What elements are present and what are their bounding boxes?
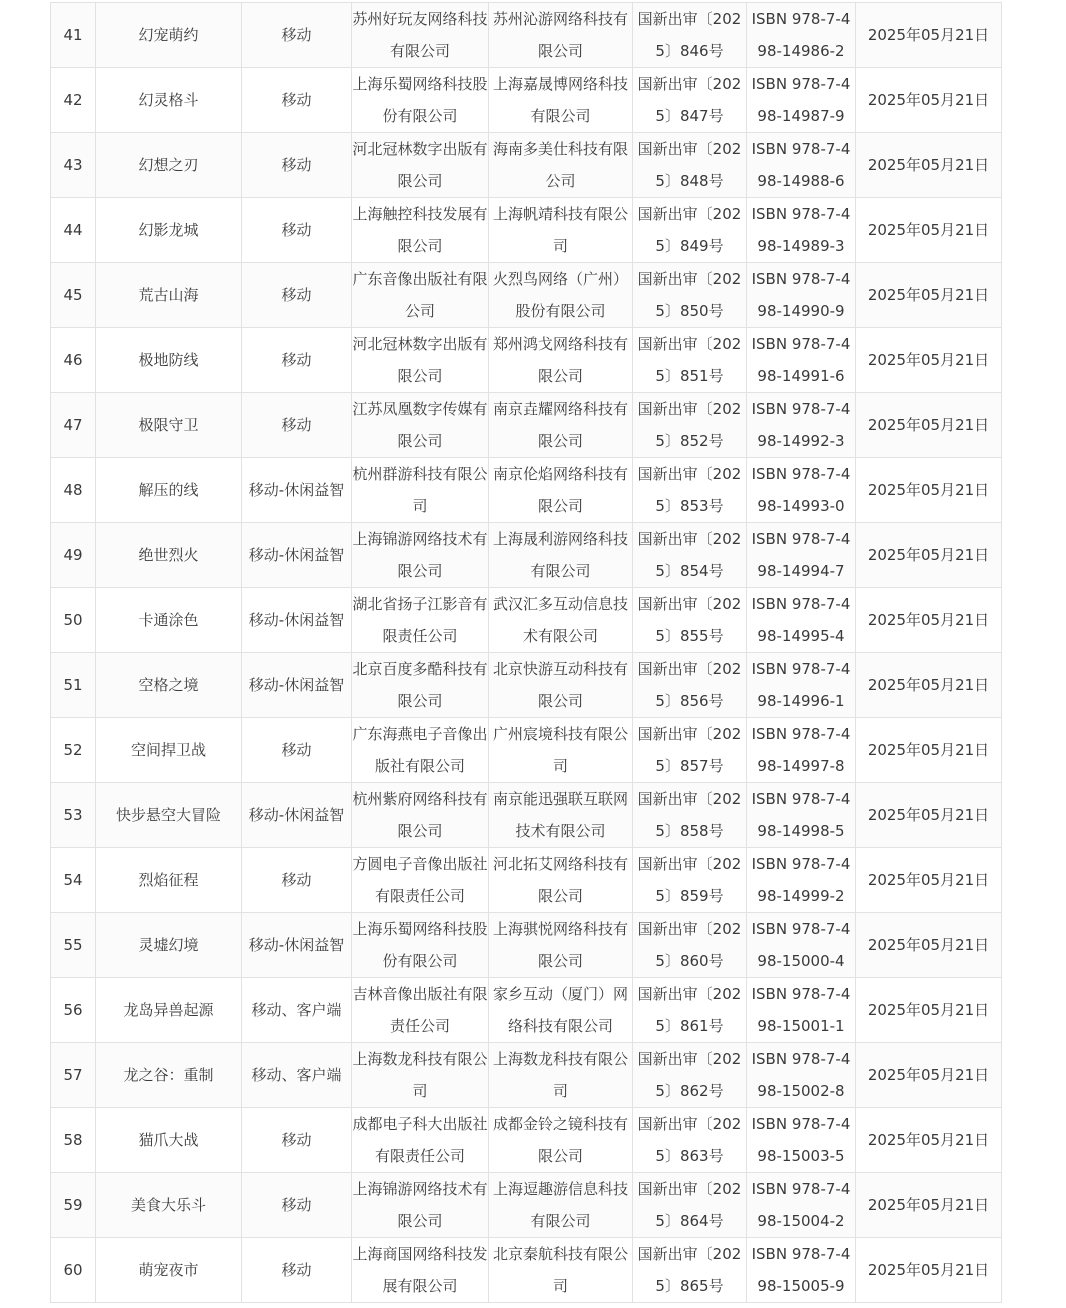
- category-cell: 移动: [242, 848, 352, 913]
- publisher-cell: 上海乐蜀网络科技股份有限公司: [352, 68, 489, 133]
- isbn-cell: ISBN 978-7-498-14999-2: [747, 848, 856, 913]
- row-number-cell: 53: [51, 783, 96, 848]
- category-cell: 移动: [242, 3, 352, 68]
- operator-cell: 北京秦航科技有限公司: [489, 1238, 633, 1303]
- approval-date-cell: 2025年05月21日: [856, 913, 1002, 978]
- category-cell: 移动、客户端: [242, 978, 352, 1043]
- operator-cell: 上海逗趣游信息科技有限公司: [489, 1173, 633, 1238]
- category-cell: 移动: [242, 1173, 352, 1238]
- approval-date-cell: 2025年05月21日: [856, 458, 1002, 523]
- approval-date-cell: 2025年05月21日: [856, 328, 1002, 393]
- table-row: [51, 263, 1002, 328]
- publisher-cell: 方圆电子音像出版社有限责任公司: [352, 848, 489, 913]
- publisher-cell: 上海触控科技发展有限公司: [352, 198, 489, 263]
- game-name-cell: 烈焰征程: [96, 848, 242, 913]
- approval-number-cell: 国新出审〔2025〕861号: [633, 978, 747, 1043]
- game-name-cell: 龙之谷：重制: [96, 1043, 242, 1108]
- game-name-cell: 空格之境: [96, 653, 242, 718]
- approval-date-cell: 2025年05月21日: [856, 263, 1002, 328]
- table-row: [51, 848, 1002, 913]
- operator-cell: 上海骐悦网络科技有限公司: [489, 913, 633, 978]
- row-number-cell: 47: [51, 393, 96, 458]
- isbn-cell: ISBN 978-7-498-14998-5: [747, 783, 856, 848]
- approval-date-cell: 2025年05月21日: [856, 1238, 1002, 1303]
- operator-cell: 成都金铃之镜科技有限公司: [489, 1108, 633, 1173]
- approval-number-cell: 国新出审〔2025〕853号: [633, 458, 747, 523]
- approval-number-cell: 国新出审〔2025〕855号: [633, 588, 747, 653]
- approval-date-cell: 2025年05月21日: [856, 133, 1002, 198]
- approval-number-cell: 国新出审〔2025〕864号: [633, 1173, 747, 1238]
- table-row: [51, 588, 1002, 653]
- operator-cell: 海南多美仕科技有限公司: [489, 133, 633, 198]
- publisher-cell: 江苏凤凰数字传媒有限公司: [352, 393, 489, 458]
- table-row: [51, 653, 1002, 718]
- operator-cell: 武汉汇多互动信息技术有限公司: [489, 588, 633, 653]
- category-cell: 移动、客户端: [242, 1043, 352, 1108]
- operator-cell: 上海数龙科技有限公司: [489, 1043, 633, 1108]
- category-cell: 移动-休闲益智: [242, 588, 352, 653]
- publisher-cell: 苏州好玩友网络科技有限公司: [352, 3, 489, 68]
- row-number-cell: 57: [51, 1043, 96, 1108]
- category-cell: 移动: [242, 328, 352, 393]
- isbn-cell: ISBN 978-7-498-15002-8: [747, 1043, 856, 1108]
- category-cell: 移动-休闲益智: [242, 913, 352, 978]
- approval-date-cell: 2025年05月21日: [856, 3, 1002, 68]
- isbn-cell: ISBN 978-7-498-14990-9: [747, 263, 856, 328]
- approval-number-cell: 国新出审〔2025〕854号: [633, 523, 747, 588]
- operator-cell: 广州宸境科技有限公司: [489, 718, 633, 783]
- isbn-cell: ISBN 978-7-498-14997-8: [747, 718, 856, 783]
- game-name-cell: 龙岛异兽起源: [96, 978, 242, 1043]
- table-row: [51, 1238, 1002, 1303]
- publisher-cell: 上海商国网络科技发展有限公司: [352, 1238, 489, 1303]
- operator-cell: 上海晟利游网络科技有限公司: [489, 523, 633, 588]
- row-number-cell: 59: [51, 1173, 96, 1238]
- game-name-cell: 快步悬空大冒险: [96, 783, 242, 848]
- category-cell: 移动: [242, 718, 352, 783]
- game-name-cell: 空间捍卫战: [96, 718, 242, 783]
- isbn-cell: ISBN 978-7-498-14995-4: [747, 588, 856, 653]
- publisher-cell: 湖北省扬子江影音有限责任公司: [352, 588, 489, 653]
- approval-date-cell: 2025年05月21日: [856, 978, 1002, 1043]
- isbn-cell: ISBN 978-7-498-14988-6: [747, 133, 856, 198]
- publisher-cell: 上海乐蜀网络科技股份有限公司: [352, 913, 489, 978]
- approval-date-cell: 2025年05月21日: [856, 523, 1002, 588]
- approval-number-cell: 国新出审〔2025〕846号: [633, 3, 747, 68]
- approval-number-cell: 国新出审〔2025〕849号: [633, 198, 747, 263]
- publisher-cell: 成都电子科大出版社有限责任公司: [352, 1108, 489, 1173]
- isbn-cell: ISBN 978-7-498-15003-5: [747, 1108, 856, 1173]
- approval-number-cell: 国新出审〔2025〕852号: [633, 393, 747, 458]
- table-row: [51, 783, 1002, 848]
- category-cell: 移动: [242, 1108, 352, 1173]
- approval-number-cell: 国新出审〔2025〕847号: [633, 68, 747, 133]
- publisher-cell: 河北冠林数字出版有限公司: [352, 328, 489, 393]
- game-name-cell: 美食大乐斗: [96, 1173, 242, 1238]
- game-name-cell: 萌宠夜市: [96, 1238, 242, 1303]
- publisher-cell: 广东海燕电子音像出版社有限公司: [352, 718, 489, 783]
- isbn-cell: ISBN 978-7-498-14993-0: [747, 458, 856, 523]
- approval-date-cell: 2025年05月21日: [856, 68, 1002, 133]
- row-number-cell: 45: [51, 263, 96, 328]
- table-row: [51, 913, 1002, 978]
- publisher-cell: 北京百度多酷科技有限公司: [352, 653, 489, 718]
- game-name-cell: 幻影龙城: [96, 198, 242, 263]
- row-number-cell: 52: [51, 718, 96, 783]
- isbn-cell: ISBN 978-7-498-15004-2: [747, 1173, 856, 1238]
- publisher-cell: 杭州群游科技有限公司: [352, 458, 489, 523]
- approval-number-cell: 国新出审〔2025〕857号: [633, 718, 747, 783]
- approval-number-cell: 国新出审〔2025〕856号: [633, 653, 747, 718]
- isbn-cell: ISBN 978-7-498-14996-1: [747, 653, 856, 718]
- game-name-cell: 幻灵格斗: [96, 68, 242, 133]
- publisher-cell: 广东音像出版社有限公司: [352, 263, 489, 328]
- category-cell: 移动-休闲益智: [242, 783, 352, 848]
- table-row: [51, 3, 1002, 68]
- row-number-cell: 60: [51, 1238, 96, 1303]
- approval-date-cell: 2025年05月21日: [856, 653, 1002, 718]
- category-cell: 移动-休闲益智: [242, 653, 352, 718]
- approval-date-cell: 2025年05月21日: [856, 718, 1002, 783]
- approval-number-cell: 国新出审〔2025〕848号: [633, 133, 747, 198]
- isbn-cell: ISBN 978-7-498-14992-3: [747, 393, 856, 458]
- game-name-cell: 解压的线: [96, 458, 242, 523]
- operator-cell: 河北拓艾网络科技有限公司: [489, 848, 633, 913]
- row-number-cell: 41: [51, 3, 96, 68]
- publisher-cell: 上海锦游网络技术有限公司: [352, 1173, 489, 1238]
- row-number-cell: 50: [51, 588, 96, 653]
- table-row: [51, 328, 1002, 393]
- game-name-cell: 幻想之刃: [96, 133, 242, 198]
- publisher-cell: 上海锦游网络技术有限公司: [352, 523, 489, 588]
- category-cell: 移动: [242, 198, 352, 263]
- operator-cell: 上海嘉晟博网络科技有限公司: [489, 68, 633, 133]
- approval-number-cell: 国新出审〔2025〕850号: [633, 263, 747, 328]
- publisher-cell: 上海数龙科技有限公司: [352, 1043, 489, 1108]
- approval-date-cell: 2025年05月21日: [856, 1108, 1002, 1173]
- approval-number-cell: 国新出审〔2025〕862号: [633, 1043, 747, 1108]
- approval-date-cell: 2025年05月21日: [856, 198, 1002, 263]
- operator-cell: 苏州沁游网络科技有限公司: [489, 3, 633, 68]
- table-row: [51, 133, 1002, 198]
- category-cell: 移动: [242, 68, 352, 133]
- approval-number-cell: 国新出审〔2025〕865号: [633, 1238, 747, 1303]
- game-name-cell: 灵墟幻境: [96, 913, 242, 978]
- row-number-cell: 42: [51, 68, 96, 133]
- approval-date-cell: 2025年05月21日: [856, 393, 1002, 458]
- game-approval-table: [50, 2, 1002, 1303]
- operator-cell: 南京伦焰网络科技有限公司: [489, 458, 633, 523]
- publisher-cell: 河北冠林数字出版有限公司: [352, 133, 489, 198]
- isbn-cell: ISBN 978-7-498-14994-7: [747, 523, 856, 588]
- category-cell: 移动: [242, 263, 352, 328]
- table-row: [51, 393, 1002, 458]
- category-cell: 移动-休闲益智: [242, 523, 352, 588]
- publisher-cell: 杭州紫府网络科技有限公司: [352, 783, 489, 848]
- row-number-cell: 43: [51, 133, 96, 198]
- isbn-cell: ISBN 978-7-498-14987-9: [747, 68, 856, 133]
- table-body: [51, 3, 1002, 1303]
- approval-date-cell: 2025年05月21日: [856, 848, 1002, 913]
- row-number-cell: 49: [51, 523, 96, 588]
- game-name-cell: 绝世烈火: [96, 523, 242, 588]
- row-number-cell: 51: [51, 653, 96, 718]
- table-row: [51, 1043, 1002, 1108]
- table-row: [51, 1173, 1002, 1238]
- operator-cell: 家乡互动（厦门）网络科技有限公司: [489, 978, 633, 1043]
- table-row: [51, 1108, 1002, 1173]
- game-name-cell: 猫爪大战: [96, 1108, 242, 1173]
- operator-cell: 南京能迅强联互联网技术有限公司: [489, 783, 633, 848]
- game-name-cell: 极地防线: [96, 328, 242, 393]
- row-number-cell: 54: [51, 848, 96, 913]
- table-row: [51, 68, 1002, 133]
- game-name-cell: 幻宠萌约: [96, 3, 242, 68]
- game-name-cell: 荒古山海: [96, 263, 242, 328]
- operator-cell: 上海帆靖科技有限公司: [489, 198, 633, 263]
- row-number-cell: 56: [51, 978, 96, 1043]
- operator-cell: 郑州鸿戈网络科技有限公司: [489, 328, 633, 393]
- approval-number-cell: 国新出审〔2025〕858号: [633, 783, 747, 848]
- isbn-cell: ISBN 978-7-498-15001-1: [747, 978, 856, 1043]
- row-number-cell: 46: [51, 328, 96, 393]
- approval-date-cell: 2025年05月21日: [856, 588, 1002, 653]
- category-cell: 移动: [242, 393, 352, 458]
- row-number-cell: 55: [51, 913, 96, 978]
- category-cell: 移动: [242, 1238, 352, 1303]
- operator-cell: 南京垚耀网络科技有限公司: [489, 393, 633, 458]
- approval-date-cell: 2025年05月21日: [856, 1173, 1002, 1238]
- approval-number-cell: 国新出审〔2025〕851号: [633, 328, 747, 393]
- isbn-cell: ISBN 978-7-498-14991-6: [747, 328, 856, 393]
- table-row: [51, 718, 1002, 783]
- operator-cell: 北京快游互动科技有限公司: [489, 653, 633, 718]
- game-name-cell: 卡通涂色: [96, 588, 242, 653]
- isbn-cell: ISBN 978-7-498-14986-2: [747, 3, 856, 68]
- isbn-cell: ISBN 978-7-498-15005-9: [747, 1238, 856, 1303]
- approval-date-cell: 2025年05月21日: [856, 1043, 1002, 1108]
- publisher-cell: 吉林音像出版社有限责任公司: [352, 978, 489, 1043]
- row-number-cell: 58: [51, 1108, 96, 1173]
- table-row: [51, 198, 1002, 263]
- category-cell: 移动-休闲益智: [242, 458, 352, 523]
- operator-cell: 火烈鸟网络（广州）股份有限公司: [489, 263, 633, 328]
- table-row: [51, 978, 1002, 1043]
- approval-number-cell: 国新出审〔2025〕859号: [633, 848, 747, 913]
- approval-date-cell: 2025年05月21日: [856, 783, 1002, 848]
- table-row: [51, 458, 1002, 523]
- approval-number-cell: 国新出审〔2025〕860号: [633, 913, 747, 978]
- isbn-cell: ISBN 978-7-498-14989-3: [747, 198, 856, 263]
- row-number-cell: 48: [51, 458, 96, 523]
- row-number-cell: 44: [51, 198, 96, 263]
- approval-number-cell: 国新出审〔2025〕863号: [633, 1108, 747, 1173]
- game-name-cell: 极限守卫: [96, 393, 242, 458]
- isbn-cell: ISBN 978-7-498-15000-4: [747, 913, 856, 978]
- category-cell: 移动: [242, 133, 352, 198]
- table-row: [51, 523, 1002, 588]
